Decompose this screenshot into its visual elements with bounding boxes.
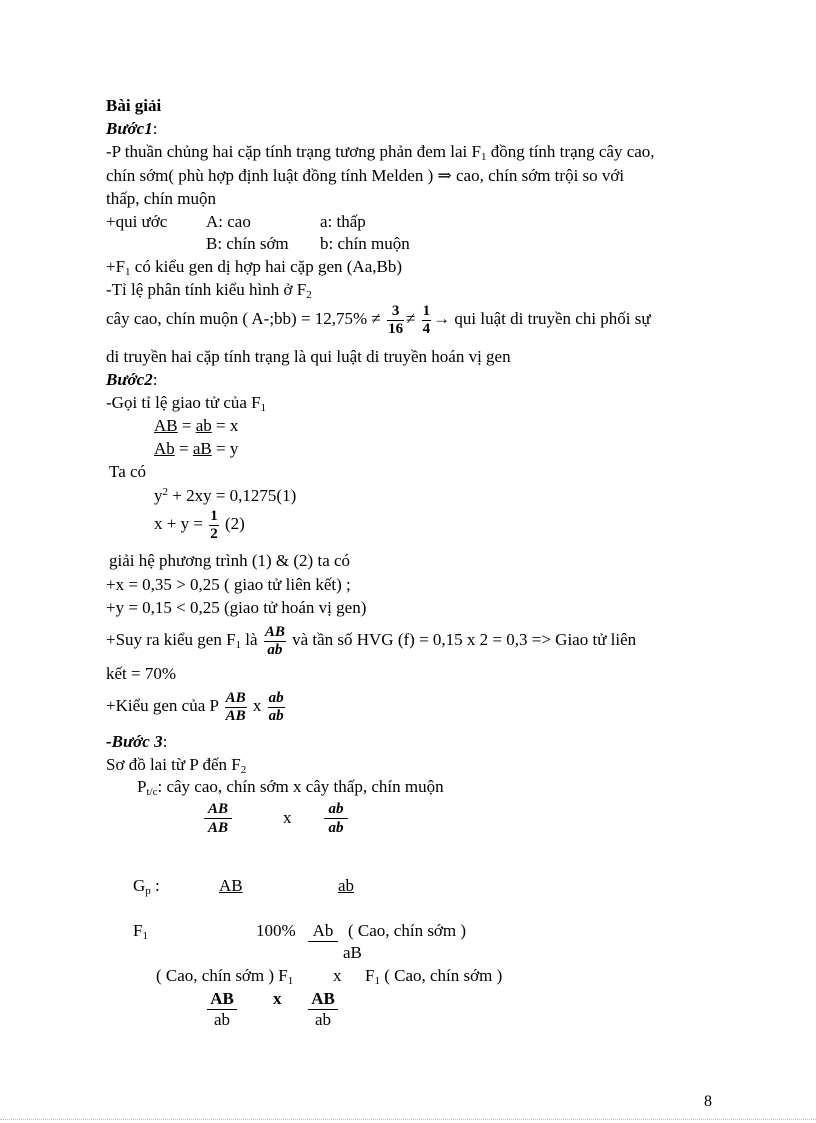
convention-b: b: chín muộn (320, 234, 410, 253)
ptc-cross-x: x (283, 808, 292, 827)
f1-genotype-den: aB (343, 943, 362, 962)
step1-heading: Bước1: (106, 119, 158, 138)
footer-rule (0, 1119, 816, 1120)
fraction-AB-ab: $\frac{AB}{ab}$ (264, 623, 285, 658)
page-number: 8 (704, 1093, 712, 1110)
p-genotype-line: +Kiểu gen của P $\frac{AB}{AB}$ x $\frac{ab}{ab}$ (106, 689, 284, 724)
y-result: +y = 0,15 < 0,25 (giao tử hoán vị gen) (106, 598, 367, 617)
ratio-line: -Tỉ lệ phân tính kiểu hình ở $F_2$ (106, 280, 312, 301)
convention-label: +qui ước (106, 212, 168, 231)
diagram-title: Sơ đồ lai từ P đến $F_2$ (106, 755, 247, 776)
f1-genotype: Ab (308, 921, 338, 942)
gp-gamete-2: ab (338, 876, 355, 895)
equation-1: $y^2 + 2xy = 0,1275(1)$ (154, 486, 297, 505)
f1-percent: 100% (256, 921, 296, 940)
step1-line1: -P thuần chủng hai cặp tính trạng tương phản đem lai $F_1$ đồng tính trạng cây cao, (106, 142, 655, 163)
fraction-3-16: $\frac{3}{16}$ (388, 302, 404, 337)
ratio-equation: cây cao, chín muộn ( A-;bb) = 12,75% ≠ $\frac{3}{16}$ ≠ $\frac{1}{4}$ → qui luật di truyền chi phối sự (106, 302, 651, 337)
solve-line: giải hệ phương trình (1) & (2) ta có (109, 551, 351, 570)
gamete-x-line: AB = ab = x (154, 416, 239, 435)
equation-2: x + y = $\frac{1}{2}$ (2) (154, 507, 245, 542)
f1-cross-x: x (333, 966, 342, 985)
fraction-1-4: $\frac{1}{4}$ (422, 302, 431, 337)
step1-line2: chín sớm( phù hợp định luật đồng tính Melden ) ⇒ cao, chín sớm trội so với (106, 166, 625, 185)
cross-genotype-2: AB ab (308, 989, 338, 1030)
gp-label: $G_p$ : (133, 876, 160, 897)
convention-a: a: thấp (320, 212, 366, 231)
fraction-ab-ab: $\frac{ab}{ab}$ (268, 689, 284, 724)
ptc-line: $P_{t/c}$: cây cao, chín sớm x cây thấp, chín muộn (137, 777, 444, 798)
f1-cross-left: ( Cao, chín sớm ) $F_1$ (156, 966, 294, 987)
step1-line3: thấp, chín muộn (106, 189, 217, 208)
ta-co: Ta có (109, 462, 147, 481)
gamete-y-line: Ab = aB = y (154, 439, 239, 458)
f1-label: $F_1$ (133, 921, 148, 942)
gamete-line: -Gọi tỉ lệ giao tử của $F_1$ (106, 393, 267, 414)
ptc-genotype-1: AB AB (204, 800, 232, 837)
linkage-line: kết = 70% (106, 664, 177, 683)
f1-phenotype: ( Cao, chín sớm ) (348, 921, 467, 940)
step2-heading: Bước2: (106, 370, 158, 389)
gp-gamete-1: AB (219, 876, 243, 895)
step1-conclusion: di truyền hai cặp tính trạng là qui luật di truyền hoán vị gen (106, 347, 511, 366)
f1-genotype-line: $+F_1$ có kiểu gen dị hợp hai cặp gen (Aa,Bb) (106, 257, 403, 278)
f1-genotype-result: +Suy ra kiểu gen $F_1$ là $\frac{AB}{ab}$ và tần số HVG (f) = 0,15 x 2 = 0,3 => Giao tử liên (106, 623, 637, 658)
convention-A: A: cao (206, 212, 251, 231)
step3-heading: -Bước 3: (106, 732, 168, 751)
f1-cross-right: $F_1$ ( Cao, chín sớm ) (365, 966, 503, 987)
fraction-AB-AB: $\frac{AB}{AB}$ (225, 689, 246, 724)
cross-genotype-x: x (273, 989, 282, 1008)
x-result: +x = 0,35 > 0,25 ( giao tử liên kết) ; (106, 575, 351, 594)
fraction-1-2: $\frac{1}{2}$ (210, 507, 218, 542)
convention-B: B: chín sớm (206, 234, 289, 253)
cross-genotype-1: AB ab (207, 989, 237, 1030)
page-title: Bài giải (106, 96, 162, 115)
ptc-genotype-2: ab ab (324, 800, 348, 837)
